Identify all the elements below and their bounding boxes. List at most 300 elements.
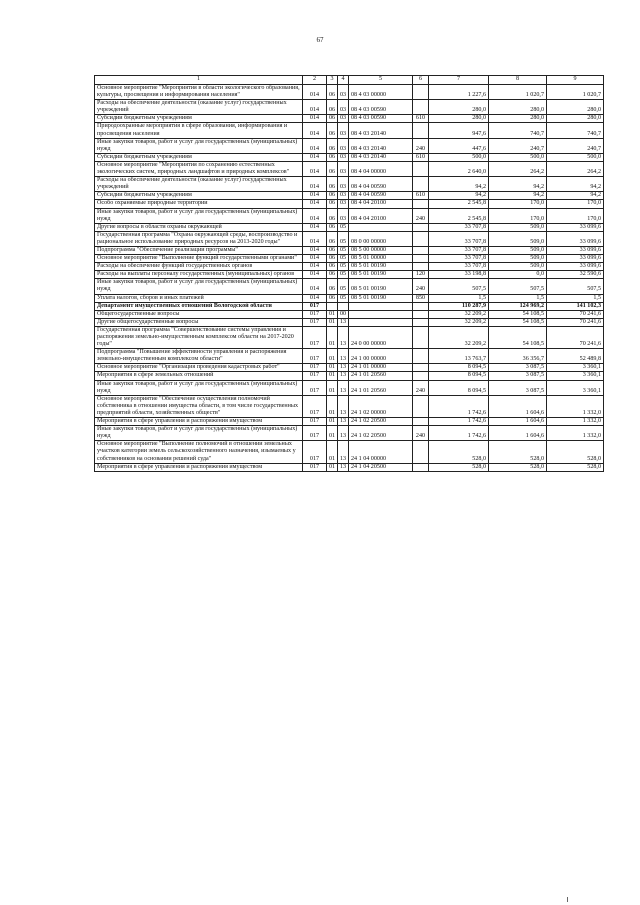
admin-code: 017 xyxy=(303,441,327,463)
row-name: Общегосударственные вопросы xyxy=(95,310,303,318)
amount-col8: 94,2 xyxy=(489,177,547,192)
target-article-code: 08 5 00 00000 xyxy=(349,246,413,254)
budget-table xyxy=(94,75,604,472)
admin-code: 014 xyxy=(303,138,327,153)
target-article-code: 24 1 02 20500 xyxy=(349,426,413,441)
expense-type-code xyxy=(413,177,429,192)
page-number: 67 xyxy=(316,36,324,44)
subsection-code: 13 xyxy=(338,380,349,395)
expense-type-code: 240 xyxy=(413,138,429,153)
amount-col7: 33 707,8 xyxy=(429,223,489,231)
section-code: 06 xyxy=(327,208,338,223)
amount-col9: 1 332,0 xyxy=(547,418,604,426)
target-article-code: 08 4 03 00590 xyxy=(349,115,413,123)
target-article-code: 08 5 01 00190 xyxy=(349,263,413,271)
amount-col9: 3 360,1 xyxy=(547,380,604,395)
expense-type-code xyxy=(413,463,429,471)
subsection-code: 13 xyxy=(338,326,349,348)
section-code: 06 xyxy=(327,200,338,208)
admin-code: 017 xyxy=(303,310,327,318)
amount-col8: 1,5 xyxy=(489,294,547,302)
amount-col8: 124 969,2 xyxy=(489,302,547,310)
section-code: 06 xyxy=(327,115,338,123)
amount-col7: 2 545,8 xyxy=(429,200,489,208)
table-row xyxy=(95,302,604,310)
target-article-code: 08 4 04 00590 xyxy=(349,192,413,200)
expense-type-code xyxy=(413,310,429,318)
amount-col7: 1,5 xyxy=(429,294,489,302)
table-row xyxy=(95,153,604,161)
subsection-code: 03 xyxy=(338,200,349,208)
amount-col9: 500,0 xyxy=(547,153,604,161)
amount-col8: 509,0 xyxy=(489,246,547,254)
amount-col9: 94,2 xyxy=(547,177,604,192)
amount-col8: 507,5 xyxy=(489,279,547,294)
header-cell: 3 xyxy=(327,76,338,85)
target-article-code: 24 1 02 20500 xyxy=(349,418,413,426)
target-article-code: 08 4 04 20100 xyxy=(349,200,413,208)
subsection-code: 13 xyxy=(338,426,349,441)
section-code: 06 xyxy=(327,279,338,294)
amount-col9: 528,0 xyxy=(547,441,604,463)
budget-table-body xyxy=(95,85,604,472)
admin-code: 014 xyxy=(303,263,327,271)
table-row xyxy=(95,123,604,138)
header-cell: 2 xyxy=(303,76,327,85)
amount-col8: 1 020,7 xyxy=(489,85,547,100)
section-code: 06 xyxy=(327,223,338,231)
section-code: 01 xyxy=(327,372,338,380)
amount-col8: 740,7 xyxy=(489,123,547,138)
target-article-code: 08 5 01 00190 xyxy=(349,279,413,294)
row-name: Субсидии бюджетным учреждениям xyxy=(95,115,303,123)
admin-code: 014 xyxy=(303,177,327,192)
amount-col9: 94,2 xyxy=(547,192,604,200)
amount-col7: 528,0 xyxy=(429,441,489,463)
amount-col7: 1 742,6 xyxy=(429,395,489,417)
target-article-code: 08 4 03 20140 xyxy=(349,123,413,138)
amount-col9: 1 332,0 xyxy=(547,395,604,417)
row-name: Расходы на обеспечение деятельности (оказание услуг) государственных учреждений xyxy=(95,100,303,115)
expense-type-code xyxy=(413,263,429,271)
amount-col9: 70 241,6 xyxy=(547,326,604,348)
section-code: 01 xyxy=(327,349,338,364)
expense-type-code xyxy=(413,123,429,138)
amount-col9: 264,2 xyxy=(547,161,604,176)
amount-col7: 33 198,8 xyxy=(429,271,489,279)
target-article-code: 24 1 04 20500 xyxy=(349,463,413,471)
expense-type-code xyxy=(413,318,429,326)
admin-code: 017 xyxy=(303,364,327,372)
table-row xyxy=(95,192,604,200)
section-code: 01 xyxy=(327,310,338,318)
expense-type-code: 120 xyxy=(413,271,429,279)
table-row xyxy=(95,310,604,318)
row-name: Государственная программа "Охрана окружающей среды, воспроизводство и рациональное использование природных ресурсов на 2013-2020 годы" xyxy=(95,231,303,246)
amount-col7: 1 742,6 xyxy=(429,418,489,426)
amount-col8: 54 108,5 xyxy=(489,310,547,318)
subsection-code: 13 xyxy=(338,364,349,372)
row-name: Расходы на выплаты персоналу государственных (муниципальных) органов xyxy=(95,271,303,279)
amount-col8: 54 108,5 xyxy=(489,326,547,348)
target-article-code: 24 1 01 20560 xyxy=(349,372,413,380)
row-name: Мероприятия в сфере управления и распоряжения имуществом xyxy=(95,418,303,426)
expense-type-code xyxy=(413,223,429,231)
amount-col9: 280,0 xyxy=(547,115,604,123)
header-cell: 6 xyxy=(413,76,429,85)
amount-col7: 33 707,8 xyxy=(429,231,489,246)
target-article-code: 08 4 04 20100 xyxy=(349,208,413,223)
row-name: Основное мероприятие "Организация проведения кадастровых работ" xyxy=(95,364,303,372)
amount-col7: 33 707,8 xyxy=(429,263,489,271)
target-article-code xyxy=(349,302,413,310)
table-row xyxy=(95,208,604,223)
table-row xyxy=(95,200,604,208)
target-article-code: 24 1 01 20560 xyxy=(349,380,413,395)
admin-code: 017 xyxy=(303,426,327,441)
row-name: Подпрограмма "Повышение эффективности управления и распоряжения земельно-имущественным комплексом области" xyxy=(95,349,303,364)
section-code: 01 xyxy=(327,395,338,417)
row-name: Другие общегосударственные вопросы xyxy=(95,318,303,326)
subsection-code: 05 xyxy=(338,271,349,279)
table-row xyxy=(95,294,604,302)
row-name: Иные закупки товаров, работ и услуг для государственных (муниципальных) нужд xyxy=(95,138,303,153)
subsection-code: 05 xyxy=(338,246,349,254)
table-row xyxy=(95,263,604,271)
table-row xyxy=(95,463,604,471)
admin-code: 014 xyxy=(303,100,327,115)
section-code: 06 xyxy=(327,294,338,302)
target-article-code: 24 0 00 00000 xyxy=(349,326,413,348)
table-row xyxy=(95,138,604,153)
expense-type-code xyxy=(413,364,429,372)
row-name: Основное мероприятие "Мероприятия по сохранению естественных экологических систем, природных ландшафтов и природных комплексов" xyxy=(95,161,303,176)
subsection-code: 03 xyxy=(338,192,349,200)
section-code: 06 xyxy=(327,100,338,115)
amount-col8: 500,0 xyxy=(489,153,547,161)
amount-col8: 280,0 xyxy=(489,100,547,115)
amount-col8: 94,2 xyxy=(489,192,547,200)
expense-type-code xyxy=(413,246,429,254)
amount-col9: 33 099,6 xyxy=(547,231,604,246)
admin-code: 014 xyxy=(303,123,327,138)
amount-col9: 740,7 xyxy=(547,123,604,138)
target-article-code: 08 4 03 20140 xyxy=(349,138,413,153)
section-code: 01 xyxy=(327,426,338,441)
amount-col7: 500,0 xyxy=(429,153,489,161)
expense-type-code xyxy=(413,349,429,364)
section-code: 01 xyxy=(327,418,338,426)
amount-col8: 1 604,6 xyxy=(489,426,547,441)
subsection-code: 03 xyxy=(338,177,349,192)
subsection-code xyxy=(338,302,349,310)
admin-code: 017 xyxy=(303,326,327,348)
section-code: 06 xyxy=(327,161,338,176)
admin-code: 014 xyxy=(303,200,327,208)
amount-col8: 509,0 xyxy=(489,263,547,271)
row-name: Государственная программа "Совершенствование системы управления и распоряжения земельно-имущественным комплексом области на 2017-2020 годы" xyxy=(95,326,303,348)
target-article-code: 08 4 03 00000 xyxy=(349,85,413,100)
amount-col7: 32 209,2 xyxy=(429,318,489,326)
amount-col8: 528,0 xyxy=(489,441,547,463)
row-name: Субсидии бюджетным учреждениям xyxy=(95,192,303,200)
admin-code: 017 xyxy=(303,380,327,395)
section-code: 01 xyxy=(327,441,338,463)
table-row xyxy=(95,231,604,246)
table-row xyxy=(95,426,604,441)
amount-col8: 1 604,6 xyxy=(489,395,547,417)
target-article-code: 08 5 01 00190 xyxy=(349,271,413,279)
target-article-code: 24 1 02 00000 xyxy=(349,395,413,417)
amount-col8: 3 087,5 xyxy=(489,372,547,380)
admin-code: 017 xyxy=(303,463,327,471)
subsection-code: 03 xyxy=(338,123,349,138)
admin-code: 017 xyxy=(303,395,327,417)
admin-code: 014 xyxy=(303,115,327,123)
section-code: 01 xyxy=(327,463,338,471)
row-name: Иные закупки товаров, работ и услуг для государственных (муниципальных) нужд xyxy=(95,279,303,294)
amount-col7: 33 707,8 xyxy=(429,246,489,254)
subsection-code: 05 xyxy=(338,263,349,271)
amount-col7: 280,0 xyxy=(429,115,489,123)
amount-col7: 94,2 xyxy=(429,177,489,192)
amount-col8: 3 087,5 xyxy=(489,364,547,372)
admin-code: 014 xyxy=(303,85,327,100)
amount-col9: 170,0 xyxy=(547,208,604,223)
subsection-code: 00 xyxy=(338,310,349,318)
target-article-code xyxy=(349,318,413,326)
row-name: Природоохранные мероприятия в сфере образования, информирования и просвещения населения xyxy=(95,123,303,138)
expense-type-code xyxy=(413,418,429,426)
amount-col8: 240,7 xyxy=(489,138,547,153)
header-cell: 5 xyxy=(349,76,413,85)
amount-col8: 170,0 xyxy=(489,208,547,223)
amount-col9: 170,0 xyxy=(547,200,604,208)
row-name: Иные закупки товаров, работ и услуг для государственных (муниципальных) нужд xyxy=(95,426,303,441)
section-code: 06 xyxy=(327,153,338,161)
section-code: 01 xyxy=(327,364,338,372)
subsection-code: 13 xyxy=(338,318,349,326)
subsection-code: 13 xyxy=(338,395,349,417)
subsection-code: 03 xyxy=(338,161,349,176)
expense-type-code xyxy=(413,100,429,115)
table-row xyxy=(95,349,604,364)
row-name: Субсидии бюджетным учреждениям xyxy=(95,153,303,161)
target-article-code: 08 5 01 00000 xyxy=(349,255,413,263)
table-row xyxy=(95,441,604,463)
amount-col7: 1 227,6 xyxy=(429,85,489,100)
subsection-code: 03 xyxy=(338,138,349,153)
header-cell: 1 xyxy=(95,76,303,85)
amount-col8: 54 108,5 xyxy=(489,318,547,326)
admin-code: 014 xyxy=(303,208,327,223)
header-row xyxy=(95,76,604,85)
amount-col9: 33 099,6 xyxy=(547,255,604,263)
admin-code: 017 xyxy=(303,372,327,380)
section-code xyxy=(327,302,338,310)
subsection-code: 13 xyxy=(338,372,349,380)
header-cell: 4 xyxy=(338,76,349,85)
expense-type-code xyxy=(413,200,429,208)
expense-type-code xyxy=(413,231,429,246)
subsection-code: 03 xyxy=(338,208,349,223)
subsection-code: 03 xyxy=(338,100,349,115)
header-cell: 7 xyxy=(429,76,489,85)
table-row xyxy=(95,395,604,417)
amount-col9: 33 099,6 xyxy=(547,263,604,271)
amount-col7: 13 763,7 xyxy=(429,349,489,364)
amount-col9: 1,5 xyxy=(547,294,604,302)
expense-type-code xyxy=(413,326,429,348)
admin-code: 014 xyxy=(303,153,327,161)
amount-col8: 3 087,5 xyxy=(489,380,547,395)
amount-col7: 8 094,5 xyxy=(429,364,489,372)
amount-col7: 528,0 xyxy=(429,463,489,471)
admin-code: 017 xyxy=(303,318,327,326)
admin-code: 014 xyxy=(303,246,327,254)
amount-col9: 33 099,6 xyxy=(547,223,604,231)
section-code: 06 xyxy=(327,263,338,271)
target-article-code: 24 1 04 00000 xyxy=(349,441,413,463)
header-cell: 9 xyxy=(547,76,604,85)
section-code: 06 xyxy=(327,231,338,246)
amount-col8: 528,0 xyxy=(489,463,547,471)
amount-col7: 447,6 xyxy=(429,138,489,153)
expense-type-code xyxy=(413,255,429,263)
expense-type-code xyxy=(413,85,429,100)
target-article-code: 08 5 01 00190 xyxy=(349,294,413,302)
table-row xyxy=(95,380,604,395)
amount-col9: 507,5 xyxy=(547,279,604,294)
table-row xyxy=(95,100,604,115)
row-name: Расходы на обеспечение функций государственных органов xyxy=(95,263,303,271)
admin-code: 014 xyxy=(303,255,327,263)
admin-code: 014 xyxy=(303,294,327,302)
table-row xyxy=(95,246,604,254)
admin-code: 017 xyxy=(303,418,327,426)
table-row xyxy=(95,318,604,326)
row-name: Мероприятия в сфере земельных отношений xyxy=(95,372,303,380)
header-cell: 8 xyxy=(489,76,547,85)
table-row xyxy=(95,255,604,263)
expense-type-code: 610 xyxy=(413,192,429,200)
table-row xyxy=(95,372,604,380)
target-article-code: 24 1 00 00000 xyxy=(349,349,413,364)
table-row xyxy=(95,418,604,426)
expense-type-code xyxy=(413,161,429,176)
amount-col9: 141 102,3 xyxy=(547,302,604,310)
amount-col8: 509,0 xyxy=(489,223,547,231)
amount-col9: 3 360,1 xyxy=(547,372,604,380)
expense-type-code xyxy=(413,302,429,310)
table-row xyxy=(95,161,604,176)
amount-col7: 94,2 xyxy=(429,192,489,200)
section-code: 06 xyxy=(327,192,338,200)
subsection-code: 05 xyxy=(338,255,349,263)
table-row xyxy=(95,271,604,279)
section-code: 06 xyxy=(327,255,338,263)
section-code: 06 xyxy=(327,177,338,192)
table-row xyxy=(95,326,604,348)
subsection-code: 13 xyxy=(338,418,349,426)
amount-col7: 947,6 xyxy=(429,123,489,138)
section-code: 06 xyxy=(327,246,338,254)
section-code: 06 xyxy=(327,138,338,153)
table-row xyxy=(95,279,604,294)
admin-code: 014 xyxy=(303,192,327,200)
amount-col7: 8 094,5 xyxy=(429,372,489,380)
section-code: 01 xyxy=(327,380,338,395)
amount-col7: 8 094,5 xyxy=(429,380,489,395)
amount-col8: 509,0 xyxy=(489,231,547,246)
amount-col8: 36 356,7 xyxy=(489,349,547,364)
amount-col8: 1 604,6 xyxy=(489,418,547,426)
section-code: 06 xyxy=(327,123,338,138)
amount-col9: 1 020,7 xyxy=(547,85,604,100)
expense-type-code: 240 xyxy=(413,426,429,441)
row-name: Департамент имущественных отношений Вологодской области xyxy=(95,302,303,310)
table-row xyxy=(95,85,604,100)
target-article-code xyxy=(349,223,413,231)
admin-code: 017 xyxy=(303,349,327,364)
subsection-code: 13 xyxy=(338,349,349,364)
row-name: Другие вопросы в области охраны окружающей xyxy=(95,223,303,231)
expense-type-code xyxy=(413,395,429,417)
amount-col7: 2 545,8 xyxy=(429,208,489,223)
amount-col9: 1 332,0 xyxy=(547,426,604,441)
table-row xyxy=(95,115,604,123)
admin-code: 017 xyxy=(303,302,327,310)
amount-col9: 240,7 xyxy=(547,138,604,153)
row-name: Иные закупки товаров, работ и услуг для государственных (муниципальных) нужд xyxy=(95,380,303,395)
subsection-code: 03 xyxy=(338,153,349,161)
amount-col9: 528,0 xyxy=(547,463,604,471)
amount-col7: 507,5 xyxy=(429,279,489,294)
subsection-code: 03 xyxy=(338,85,349,100)
subsection-code: 13 xyxy=(338,463,349,471)
row-name: Основное мероприятие "Обеспечение осуществления полномочий собственника в отношении имущества области, в том числе государственных предприятий области, хозяйственных обществ" xyxy=(95,395,303,417)
target-article-code: 08 4 04 00000 xyxy=(349,161,413,176)
target-article-code: 08 4 03 20140 xyxy=(349,153,413,161)
amount-col9: 32 590,6 xyxy=(547,271,604,279)
section-code: 06 xyxy=(327,271,338,279)
amount-col7: 32 209,2 xyxy=(429,326,489,348)
amount-col7: 280,0 xyxy=(429,100,489,115)
target-article-code: 08 0 00 00000 xyxy=(349,231,413,246)
target-article-code xyxy=(349,310,413,318)
subsection-code: 03 xyxy=(338,115,349,123)
row-name: Расходы на обеспечение деятельности (оказание услуг) государственных учреждений xyxy=(95,177,303,192)
table-row xyxy=(95,364,604,372)
row-name: Особо охраняемые природные территории xyxy=(95,200,303,208)
amount-col8: 264,2 xyxy=(489,161,547,176)
admin-code: 014 xyxy=(303,223,327,231)
expense-type-code: 240 xyxy=(413,380,429,395)
target-article-code: 24 1 01 00000 xyxy=(349,364,413,372)
amount-col8: 170,0 xyxy=(489,200,547,208)
expense-type-code xyxy=(413,441,429,463)
amount-col9: 33 099,6 xyxy=(547,246,604,254)
admin-code: 014 xyxy=(303,279,327,294)
amount-col7: 110 287,9 xyxy=(429,302,489,310)
table-row xyxy=(95,177,604,192)
amount-col7: 2 640,0 xyxy=(429,161,489,176)
table-row xyxy=(95,223,604,231)
amount-col9: 280,0 xyxy=(547,100,604,115)
subsection-code: 05 xyxy=(338,294,349,302)
expense-type-code: 240 xyxy=(413,208,429,223)
section-code: 06 xyxy=(327,85,338,100)
